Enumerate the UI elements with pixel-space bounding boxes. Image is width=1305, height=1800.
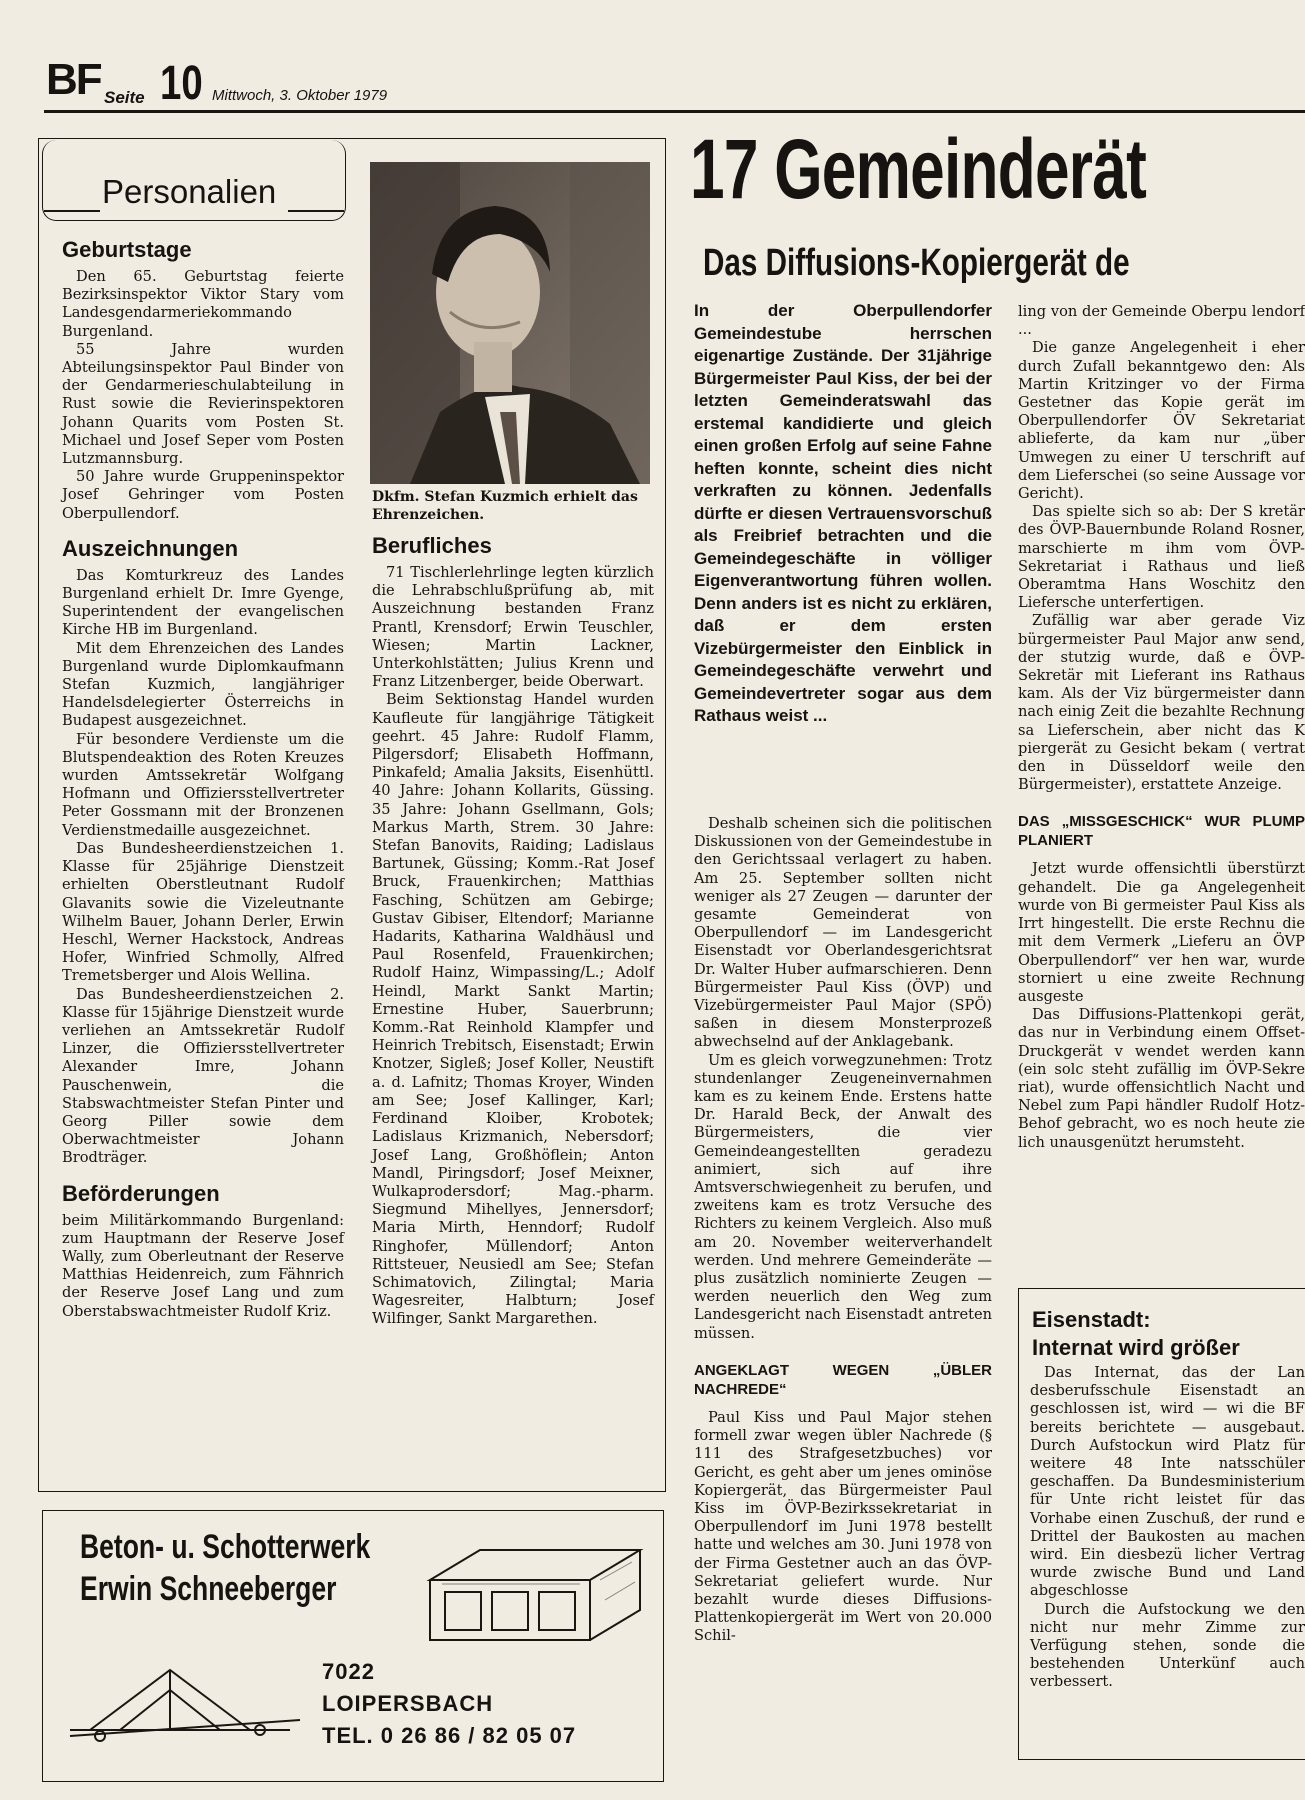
paragraph: 71 Tischlerlehrlinge legten kürzlich die Lehrabschlußprüfung ab, mit Auszeichnung bestanden Franz Prantl, Krensdorf; Erwin Teuschler, Wiesen; Martin Lackner, Unterkohlstätten; Julius Krenn und Franz Litzenberger, beide Oberwart. [372,564,654,691]
personalien-title: Personalien [102,173,277,210]
concrete-block-icon [420,1540,650,1654]
paragraph: Das spielte sich so ab: Der S kretär des ÖVP-Bauernbunde Roland Rosner, marschierte m ihm vom ÖVP-Sekretariat i Rathaus und ließ Oberamtma Hans Woschitz den Liefersche unterfertigen. [1018,503,1305,612]
headline: 17 Gemeinderät [690,122,1147,216]
paragraph: Paul Kiss und Paul Major stehen formell zwar wegen übler Nachrede (§ 111 des Strafgesetzbuches) vor Gericht, es geht aber um jenes ominöse Kopiergerät, das Bürgermeister Paul Kiss im ÖVP-Bezirkssekretariat in Oberpullendorf im Juni 1978 bestellt hatte und welches am 30. Juni 1978 von der Firma Gestetner auch an das ÖVP-Sekretariat geliefert wurde. Nur bezahlt wurde dieses Diffusions-Plattenkopiergerät im Wert von 20.000 Schil- [694,1408,992,1645]
advertisement-line1: Beton- u. Schotterwerk [80,1528,371,1566]
paragraph: Das Internat, das der Lan desberufsschule Eisenstadt an geschlossen ist, wird — wi die BF bereits berichtete — ausgebaut. Durch Aufstockun wird Platz für weitere 48 Inte natsschüler geschaffen. Da Bundesministerium für Unte richt leistet für das Vorhabe einen Zuschuß, der rund e Drittel der Baukosten au machen wird. Ein diesbezü licher Vertrag wurde zwische Bund und Land abgeschlosse [1030,1364,1305,1600]
photo-caption: Dkfm. Stefan Kuzmich erhielt das Ehrenzeichen. [372,489,638,523]
paragraph: Durch die Aufstockung we den nicht nur mehr Zimme zur Verfügung stehen, sonde die bestehenden Unterkünf auch verbessert. [1030,1600,1305,1691]
paragraph: Mit dem Ehrenzeichen des Landes Burgenland wurde Diplomkaufmann Stefan Kuzmich, langjähriger Handelsdelegierter Österreichs in Budapest ausgezeichnet. [62,639,344,730]
article-subhead: DAS „MISSGESCHICK“ WUR PLUMP PLANIERT [1018,813,1305,850]
paragraph: 50 Jahre wurde Gruppeninspektor Josef Gehringer vom Posten Oberpullendorf. [62,468,344,522]
advertisement-address [322,1656,576,1752]
paragraph: Das Bundesheerdienstzeichen 1. Klasse für 25jährige Dienstzeit erhielten Oberstleutnant Rudolf Glavanits sowie die Vizeleutnante Wilhelm Bauer, Johann Derler, Erwin Heschl, Werner Hackstock, Andreas Hofer, Winfried Schmolly, Alfred Tremetsberger und Alois Wellina. [62,839,344,985]
advertisement-city: LOIPERSBACH [322,1691,494,1716]
paragraph: Für besondere Verdienste um die Blutspendeaktion des Roten Kreuzes wurden Amtssekretär Wolfgang Hofmann und Offiziersstellvertreter Peter Gossmann mit der Bronzenen Verdienstmedaille ausgezeichnet. [62,730,344,839]
berufliches-heading: Berufliches [372,533,492,558]
sidebox-body [1030,1364,1305,1692]
article-lead: In der Oberpullendorfer Gemeindestube herrschen eigenartige Zustände. Der 31jährige Bürgermeister Paul Kiss, der bei der letzten Gemeinderatswahl das erstemal kandidierte und gleich einen großen Erfolg auf seine Fahne heften konnte, scheint dies nicht verkraften zu können. Jedenfalls dürfte er diesen Vertrauensvorschuß als Freibrief betrachten und die Gemeindegeschäfte in völliger Eigenverantwortung führen wollen. Denn anders ist es nicht zu erklären, daß er dem ersten Vizebürgermeister den Einblick in Gemeindegeschäfte verwehrt und Gemeindevertreter sogar aus dem Rathaus weist ... [694,301,992,725]
paragraph: Die ganze Angelegenheit i eher durch Zufall bekanntgewo den: Als Martin Kritzinger vo der Firma Gestetner das Kopie gerät im Oberpullendorfer ÖV Sekretariat ablieferte, da kam nur „über Umwegen zu einer U terschrift auf dem Lieferschei (so seine Aussage vor Gericht). [1018,339,1305,503]
article-subhead: ANGEKLAGT WEGEN „ÜBLER NACHREDE“ [694,1361,992,1398]
auszeichnungen-heading: Auszeichnungen [62,535,239,561]
masthead-seite-label: Seite [104,88,145,107]
advertisement-phone: TEL. 0 26 86 / 82 05 07 [322,1723,577,1748]
paragraph: Das Bundesheerdienstzeichen 2. Klasse für 15jährige Dienstzeit wurde verliehen an Amtssekretär Rudolf Linzer, die Offiziersstellvertreter Alexander Imre, Johann Pauschenwein, die Stabswachtmeister Stefan Pinter und Georg Piller sowie dem Oberwachtmeister Johann Brodträger. [62,985,344,1167]
paragraph: Deshalb scheinen sich die politischen Diskussionen von der Gemeindestube in den Gerichtssaal verlagert zu haben. Am 25. September sollten nicht weniger als 27 Zeugen — darunter der gesamte Gemeinderat von Oberpullendorf — im Landesgericht Eisenstadt vor Oberlandesgerichtsrat Dr. Walter Huber aufmarschieren. Denn Bürgermeister Paul Kiss (ÖVP) und Vizebürgermeister Paul Major (SPÖ) saßen in diesem Monsterprozeß abwechselnd auf der Anklagebank. [694,815,992,1051]
advertisement-zip: 7022 [322,1659,375,1684]
masthead-page-number: 10 [160,57,203,110]
article-column-right [1018,303,1305,1152]
befoerderungen-heading: Beförderungen [62,1180,220,1206]
paragraph: 55 Jahre wurden Abteilungsinspektor Paul Binder von der Gendarmerieschulabteilung in Rust sowie die Revierinspektoren Johann Quarits vom Posten St. Michael und Josef Seper vom Posten Lutzmannsburg. [62,340,344,468]
paragraph: Um es gleich vorwegzunehmen: Trotz stundenlanger Zeugeneinvernahmen kam es zu keinem Ende. Erstens hatte Dr. Harald Beck, der Anwalt des Bürgermeisters, die vier Gemeindeangestellten geradezu animiert, sich auf ihre Amtsverschwiegenheit zu berufen, und zweitens kam es trotz Versuche des Richters zu keinem Vergleich. Also muß am 20. November weiterverhandelt werden. Und mehrere Gemeinderäte — plus zusätzlich nominierte Zeugen — werden neuerlich den Weg zum Landesgericht nach Eisenstadt antreten müssen. [694,1051,992,1342]
paragraph: Das Komturkreuz des Landes Burgenland erhielt Dr. Imre Gyenge, Superintendent der evangelischen Kirche HB im Burgenland. [62,566,344,639]
paragraph: Beim Sektionstag Handel wurden Kaufleute für langjährige Tätigkeit geehrt. 45 Jahre: Rudolf Flamm, Pilgersdorf; Elisabeth Hoffmann, Pinkafeld; Amalia Jaksits, Eisenhüttl. 40 Jahre: Johann Kollarits, Güssing. 35 Jahre: Johann Gsellmann, Gols; Markus Marth, Strem. 30 Jahre: Stefan Banovits, Raiding; Ladislaus Bartunek, Güssing; Komm.-Rat Josef Bruck, Frauenkirchen; Matthias Fasching, Schützen am Gebirge; Gustav Gibiser, Eltendorf; Marianne Hadarits, Katharina Waldhäusl und Paul Rosenfeld, Frauenkirchen; Rudolf Hainz, Wimpassing/L.; Adolf Heindl, Markt Sankt Martin; Ernestine Huber, Sauerbrunn; Komm.-Rat Reinhold Klampfer und Heinrich Trebitsch, Eisenstadt; Erwin Knotzer, Sigleß; Josef Koller, Neustift a. d. Lafnitz; Thomas Kroyer, Winden am See; Josef Kallinger, Karl; Ferdinand Kloiber, Krobotek; Ladislaus Krizmanich, Nebersdorf; Josef Lang, Großhöflein; Anton Mandl, Piringsdorf; Josef Meixner, Wulkaprodersdorf; Mag.-pharm. Siegmund Mihellyes, Jennersdorf; Maria Mirth, Henndorf; Rudolf Ringhofer, Müllendorf; Anton Rittsteuer, Neusiedl am See; Stefan Schimatovich, Zilingtal; Maria Wagesreiter, Halbturn; Josef Wilfinger, Sankt Margarethen. [372,691,654,1328]
advertisement-title [80,1526,370,1610]
paragraph: Den 65. Geburtstag feierte Bezirksinspektor Viktor Stary vom Landesgendarmeriekommando Burgenland. [62,268,344,340]
paragraph: ling von der Gemeinde Oberpu lendorf ... [1018,303,1305,339]
paragraph: Jetzt wurde offensichtli überstürzt gehandelt. Die ga Angelegenheit wurde von Bi germeister Paul Kiss als Irrt hingestellt. Die erste Rechnu die mit dem Vermerk „Lieferu an ÖVP Oberpullendorf“ ver hen war, wurde storniert u eine zweite Rechnung ausgeste [1018,860,1305,1005]
masthead-date: Mittwoch, 3. Oktober 1979 [212,87,388,104]
sidebox-title [1032,1306,1240,1362]
advertisement-line2: Erwin Schneeberger [80,1570,337,1608]
masthead-logo: BF [46,55,101,104]
paragraph: Zufällig war aber gerade Viz bürgermeister Paul Major anw send, der stutzig wurde, daß e ÖVP-Sekretär mit Lieferant ins Rathaus kam. Als der Viz bürgermeister dann nach einig Zeit die bezahlte Rechnung sa Lieferschein, aber nicht das K piergerät zu Gesicht bekam ( vertrat den in Düsseldorf weile den Bürgermeister), erstattete Anzeige. [1018,612,1305,794]
conveyor-machine-icon [60,1650,310,1754]
paragraph: Das Diffusions-Plattenkopi gerät, das nur in Verbindung einem Offset-Druckgerät v wendet werden kann (ein solc steht zufällig im ÖVP-Sekre riat), wurde offensichtlich Nacht und Nebel zum Papi händler Rudolf Hotz-Behof gebracht, wo es noch heute zie lich unausgenützt herumsteht. [1018,1006,1305,1151]
subheadline: Das Diffusions-Kopiergerät de [703,242,1130,284]
sidebox-title-line1: Eisenstadt: [1032,1307,1151,1332]
article-column-middle [694,815,992,1646]
paragraph: beim Militärkommando Burgenland: zum Hauptmann der Reserve Josef Wally, zum Oberleutnant der Reserve Matthias Heidenreich, zum Fähnrich der Reserve Josef Lang und zum Oberstabswachtmeister Rudolf Kriz. [62,1211,344,1320]
geburtstage-heading: Geburtstage [62,237,192,262]
sidebox-title-line2: Internat wird größer [1032,1335,1240,1360]
